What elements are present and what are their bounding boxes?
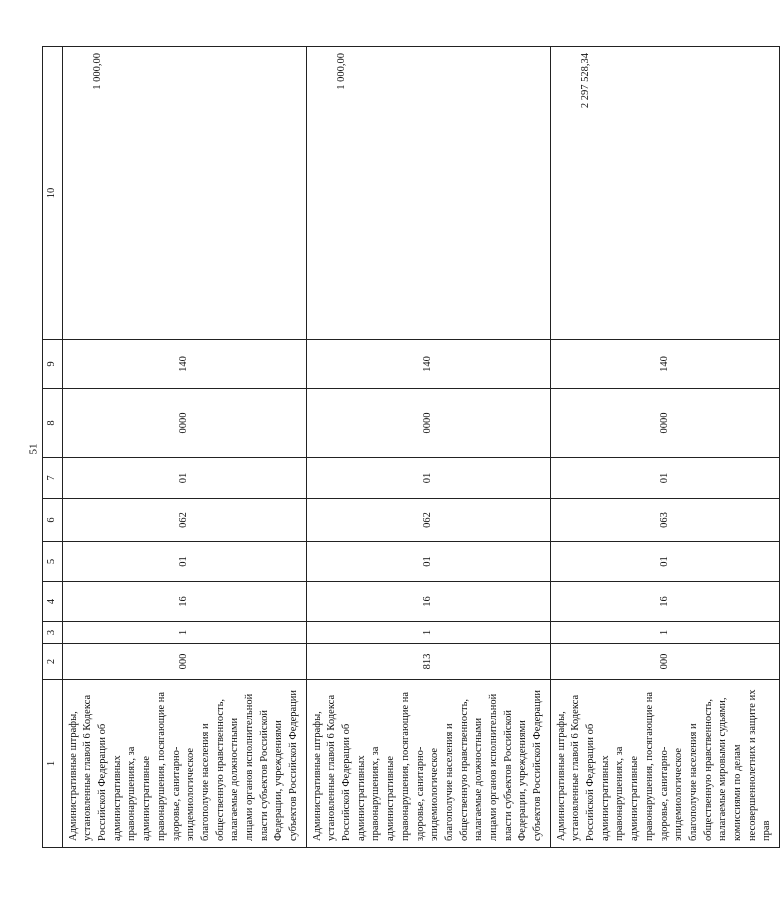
row-code-admin: 000 <box>62 644 306 680</box>
row-code-group: 1 <box>306 622 550 644</box>
row-amount: 2 297 528,34 <box>550 47 779 340</box>
header-row <box>43 47 63 848</box>
row-amount: 1 000,00 <box>306 47 550 340</box>
header-col-1: 1 <box>43 680 63 848</box>
table-row <box>62 47 306 848</box>
row-code-element: 01 <box>62 458 306 499</box>
row-code-classification: 140 <box>550 340 779 389</box>
row-code-classification: 140 <box>62 340 306 389</box>
row-code-subarticle: 062 <box>62 499 306 542</box>
header-col-10: 10 <box>43 47 63 340</box>
header-col-5: 5 <box>43 542 63 582</box>
row-code-admin: 000 <box>550 644 779 680</box>
row-code-group: 1 <box>550 622 779 644</box>
table-row <box>306 47 550 848</box>
row-code-article: 01 <box>306 542 550 582</box>
row-code-program: 0000 <box>550 389 779 458</box>
row-code-admin: 813 <box>306 644 550 680</box>
row-code-group: 1 <box>62 622 306 644</box>
page-number: 51 <box>27 443 40 455</box>
row-code-article: 01 <box>550 542 779 582</box>
row-amount: 1 000,00 <box>62 47 306 340</box>
budget-table <box>42 46 780 848</box>
table-row <box>550 47 779 848</box>
header-col-9: 9 <box>43 340 63 389</box>
row-code-program: 0000 <box>62 389 306 458</box>
row-code-article: 01 <box>62 542 306 582</box>
header-col-4: 4 <box>43 582 63 622</box>
row-code-classification: 140 <box>306 340 550 389</box>
row-code-element: 01 <box>550 458 779 499</box>
header-col-2: 2 <box>43 644 63 680</box>
row-description: Административные штрафы, установленные главой 6 Кодекса Российской Федерации об административных правонарушениях, за административные правонарушения, посягающие на здоровье, санитарно-эпидемиологическое благополучие населения и общественную нравственность, налагаемые мировыми судьями, комиссиями по делам несовершеннолетних и защите их прав <box>550 680 779 848</box>
header-col-3: 3 <box>43 622 63 644</box>
row-code-subarticle: 063 <box>550 499 779 542</box>
header-col-6: 6 <box>43 499 63 542</box>
row-code-element: 01 <box>306 458 550 499</box>
row-description: Административные штрафы, установленные главой 6 Кодекса Российской Федерации об административных правонарушениях, за административные правонарушения, посягающие на здоровье, санитарно-эпидемиологическое благополучие населения и общественную нравственность, налагаемые должностными лицами органов исполнительной власти субъектов Российской Федерации, учреждениями субъектов Российской Федерации <box>306 680 550 848</box>
row-code-subgroup: 16 <box>306 582 550 622</box>
header-col-7: 7 <box>43 458 63 499</box>
rotated-table-container <box>42 47 773 848</box>
row-code-subarticle: 062 <box>306 499 550 542</box>
row-code-subgroup: 16 <box>550 582 779 622</box>
header-col-8: 8 <box>43 389 63 458</box>
row-description: Административные штрафы, установленные главой 6 Кодекса Российской Федерации об административных правонарушениях, за административные правонарушения, посягающие на здоровье, санитарно-эпидемиологическое благополучие населения и общественную нравственность, налагаемые должностными лицами органов исполнительной власти субъектов Российской Федерации, учреждениями субъектов Российской Федерации <box>62 680 306 848</box>
row-code-subgroup: 16 <box>62 582 306 622</box>
row-code-program: 0000 <box>306 389 550 458</box>
